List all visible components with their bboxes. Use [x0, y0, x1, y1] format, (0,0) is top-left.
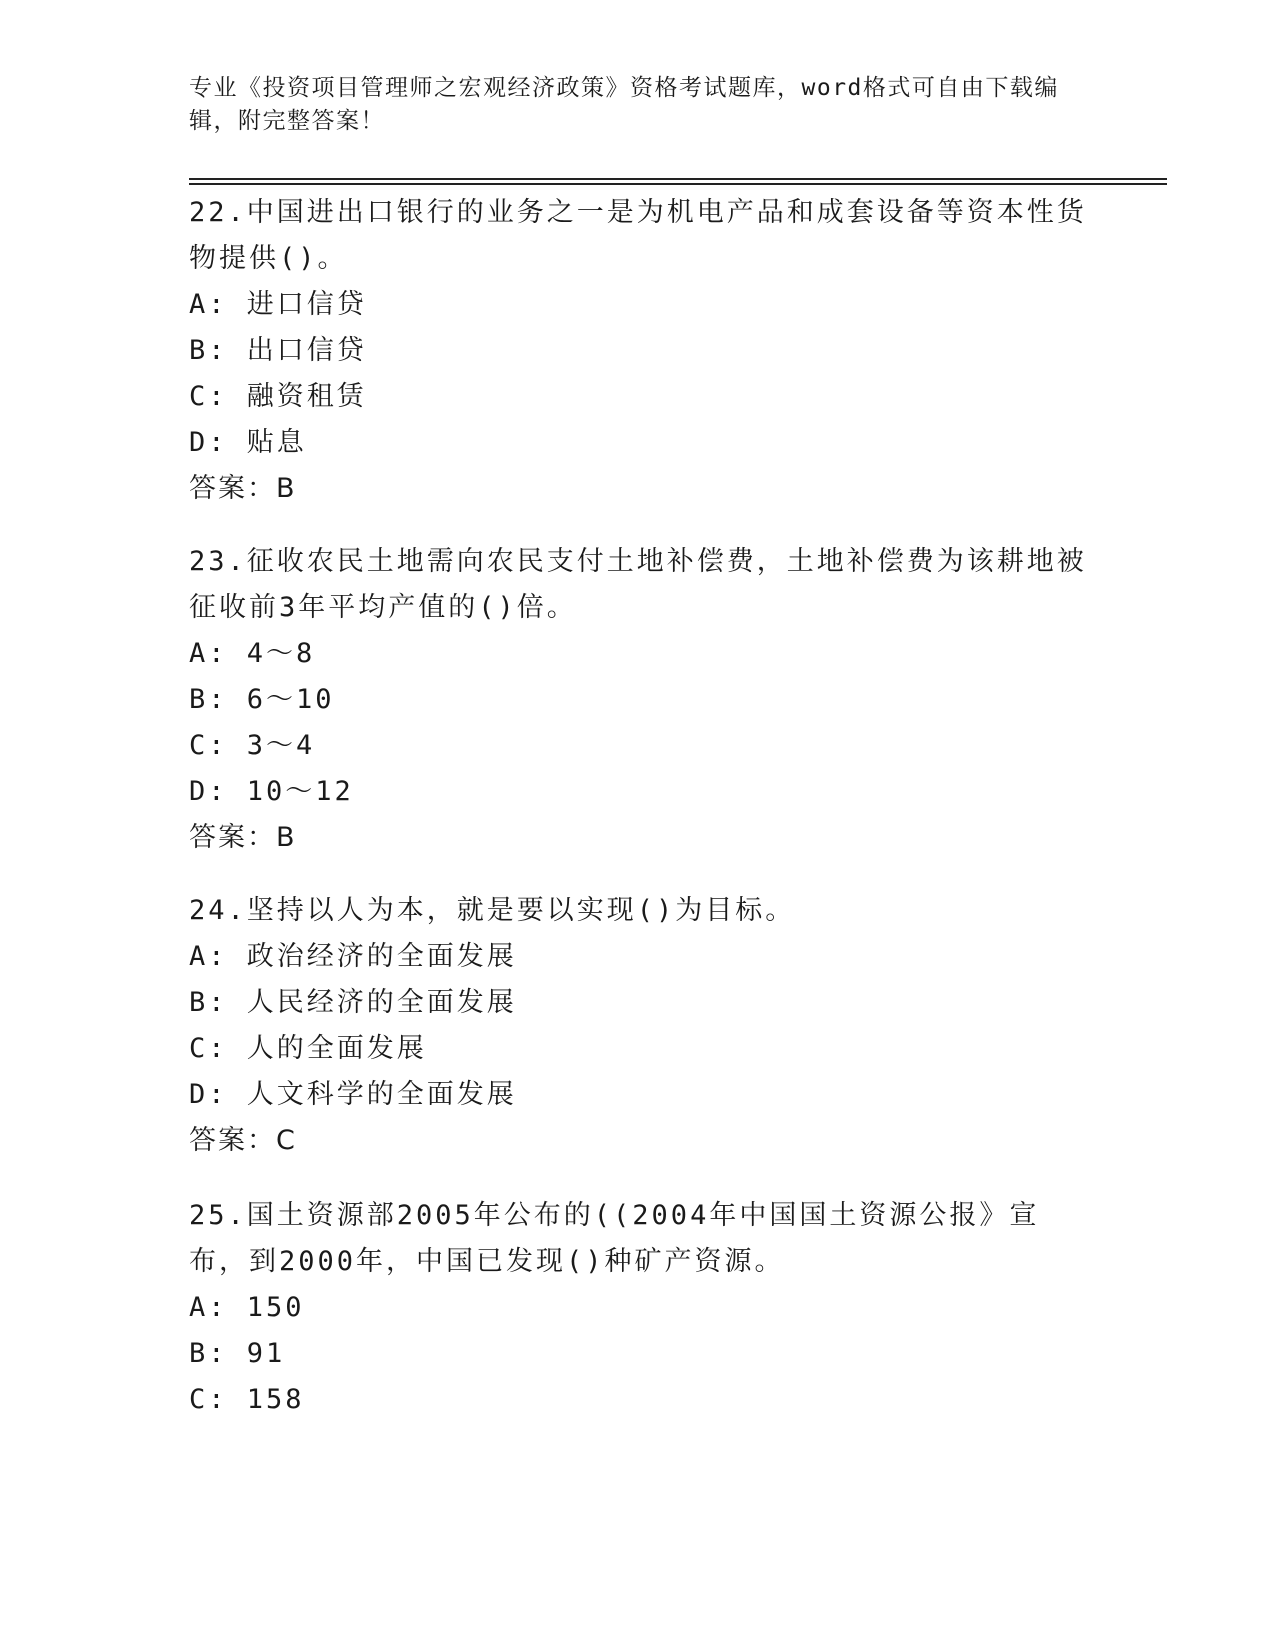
option-a: A: 150 [189, 1292, 305, 1323]
option-d: D: 贴息 [189, 427, 307, 458]
answer-line [189, 466, 1089, 512]
option-d: D: 10～12 [189, 776, 354, 807]
answer-line [189, 1118, 1089, 1164]
question-stem: 24.坚持以人为本，就是要以实现()为目标。 [189, 895, 796, 926]
option-c: C: 融资租赁 [189, 381, 367, 412]
option-a: A: 政治经济的全面发展 [189, 941, 517, 972]
option-b: B: 6～10 [189, 684, 335, 715]
option-a: A: 进口信贷 [189, 289, 367, 320]
option-b: B: 91 [189, 1338, 286, 1369]
answer-value: B [276, 473, 297, 504]
answer-value: C [276, 1125, 297, 1156]
question-stem: 22.中国进出口银行的业务之一是为机电产品和成套设备等资本性货物提供()。 [189, 197, 1087, 274]
question-stem: 25.国土资源部2005年公布的((2004年中国国土资源公报》宣布，到2000年，中国已发现()种矿产资源。 [189, 1200, 1040, 1277]
option-a: A: 4～8 [189, 638, 316, 669]
option-c: C: 158 [189, 1384, 305, 1415]
question-25 [189, 1193, 1089, 1423]
question-24 [189, 888, 1089, 1164]
answer-label: 答案： [189, 1125, 276, 1156]
option-c: C: 人的全面发展 [189, 1033, 427, 1064]
answer-value: B [276, 822, 297, 853]
option-c: C: 3～4 [189, 730, 316, 761]
header-divider-bottom [189, 183, 1167, 185]
header-divider-top [189, 178, 1167, 180]
option-b: B: 出口信贷 [189, 335, 367, 366]
option-b: B: 人民经济的全面发展 [189, 987, 517, 1018]
question-23 [189, 539, 1089, 861]
answer-label: 答案： [189, 822, 276, 853]
question-stem: 23.征收农民土地需向农民支付土地补偿费，土地补偿费为该耕地被征收前3年平均产值的()倍。 [189, 546, 1087, 623]
answer-line [189, 815, 1089, 861]
question-22 [189, 190, 1089, 512]
option-d: D: 人文科学的全面发展 [189, 1079, 517, 1110]
answer-label: 答案： [189, 473, 276, 504]
document-header: 专业《投资项目管理师之宏观经济政策》资格考试题库，word格式可自由下载编辑，附完整答案！ [189, 75, 1059, 134]
